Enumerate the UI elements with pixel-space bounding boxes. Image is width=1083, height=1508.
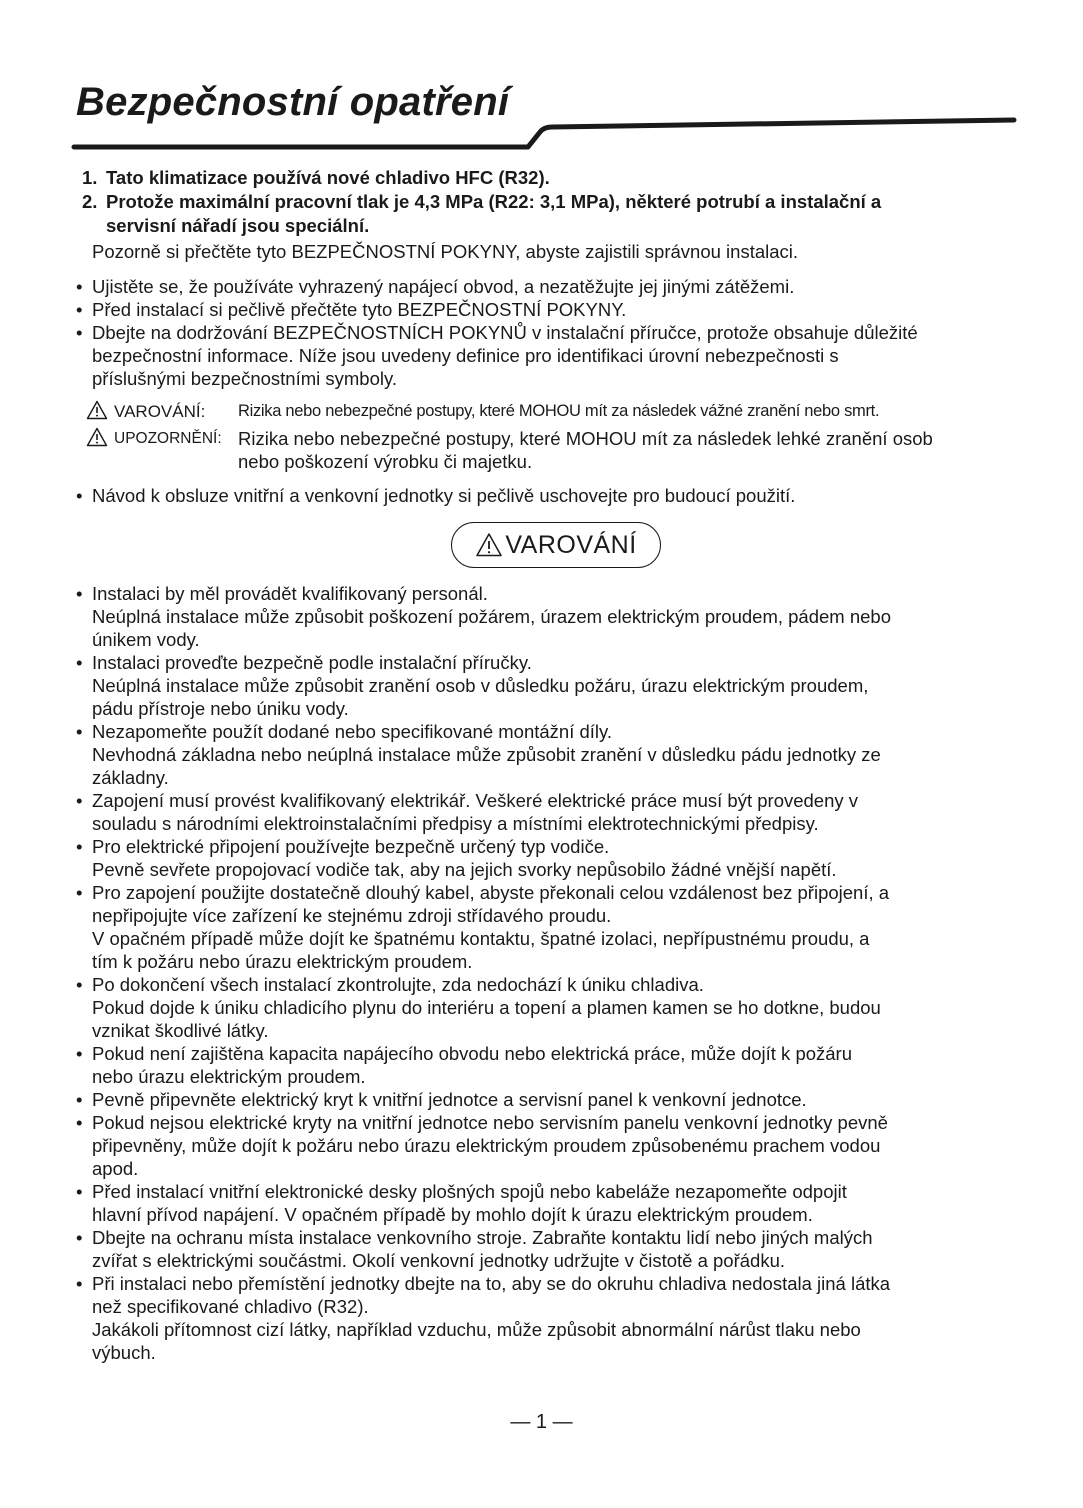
list-item-text: Pevně sevřete propojovací vodiče tak, aby na jejich svorky nepůsobilo žádné vnější napětí.	[92, 859, 837, 880]
list-item	[76, 484, 1036, 507]
list-item	[76, 275, 1036, 298]
list-item-text: než specifikované chladivo (R32).	[92, 1296, 369, 1317]
list-item-text: výbuch.	[92, 1342, 156, 1363]
definition-text: Rizika nebo nebezpečné postupy, které MOHOU mít za následek lehké zranění osob	[238, 428, 933, 449]
bullet-marker: •	[76, 790, 83, 811]
list-item	[76, 1088, 1036, 1111]
definition-text: nebo poškození výrobku či majetku.	[238, 451, 533, 472]
list-item-text: Nevhodná základna nebo neúplná instalace může způsobit zranění v důsledku pádu jednotky ze	[92, 744, 881, 765]
intro-list	[82, 166, 1012, 238]
list-item	[76, 1180, 1036, 1226]
list-item-text: tím k požáru nebo úrazu elektrickým proudem.	[92, 951, 473, 972]
list-item	[76, 835, 1036, 881]
intro-item-text: Protože maximální pracovní tlak je 4,3 MPa (R22: 3,1 MPa), některé potrubí a instalační a	[106, 191, 882, 212]
list-item-text: vznikat škodlivé látky.	[92, 1020, 269, 1041]
list-item-text: hlavní přívod napájení. V opačném případě by mohlo dojít k úrazu elektrickým proudem.	[92, 1204, 813, 1225]
bullet-marker: •	[76, 322, 83, 343]
list-item	[76, 973, 1036, 1042]
warning-triangle-icon	[86, 427, 114, 452]
intro-item-2	[82, 190, 1012, 238]
list-item-text: Pro elektrické připojení používejte bezpečně určený typ vodiče.	[92, 836, 610, 857]
list-item-text: Po dokončení všech instalací zkontrolujte, zda nedochází k úniku chladiva.	[92, 974, 704, 995]
bullet-marker: •	[76, 1043, 83, 1064]
intro-item-text: servisní nářadí jsou speciální.	[106, 215, 370, 236]
bullet-marker: •	[76, 836, 83, 857]
bullet-marker: •	[76, 1112, 83, 1133]
list-item-text: Dbejte na dodržování BEZPEČNOSTNÍCH POKYNŮ v instalační příručce, protože obsahuje důležité	[92, 322, 918, 343]
list-item	[76, 1226, 1036, 1272]
list-item-text: zvířat s elektrickými součástmi. Okolí venkovní jednotky udržujte v čistotě a pořádku.	[92, 1250, 786, 1271]
bullet-marker: •	[76, 652, 83, 673]
bullet-marker: •	[76, 276, 83, 297]
bullet-marker: •	[76, 1089, 83, 1110]
intro-item-1	[82, 166, 1012, 190]
list-item-text: Zapojení musí provést kvalifikovaný elektrikář. Veškeré elektrické práce musí být provedeny v	[92, 790, 859, 811]
list-item-text: Pokud není zajištěna kapacita napájecího obvodu nebo elektrická práce, může dojít k požáru	[92, 1043, 853, 1064]
definition-label: UPOZORNĚNÍ:	[114, 430, 222, 447]
list-item	[76, 1272, 1036, 1364]
bullet-marker: •	[76, 1181, 83, 1202]
intro-item-number: 2.	[82, 191, 98, 212]
list-item-text: Pokud nejsou elektrické kryty na vnitřní jednotce nebo servisním panelu venkovní jednotky pevně	[92, 1112, 888, 1133]
page-title: Bezpečnostní opatření	[76, 80, 510, 124]
bullet-marker: •	[76, 974, 83, 995]
list-item-text: Instalaci by měl provádět kvalifikovaný personál.	[92, 583, 488, 604]
list-item-text: nebo úrazu elektrickým proudem.	[92, 1066, 366, 1087]
intro-item-number: 1.	[82, 167, 98, 188]
list-item-text: Pro zapojení použijte dostatečně dlouhý kabel, abyste překonali celou vzdálenost bez připojení, a	[92, 882, 890, 903]
list-item	[76, 651, 1036, 720]
warning-section-title: VAROVÁNÍ	[505, 530, 637, 559]
list-item-text: Nezapomeňte použít dodané nebo specifikované montážní díly.	[92, 721, 613, 742]
list-item-text: nepřipojujte více zařízení ke stejnému zdroji střídavého proudu.	[92, 905, 612, 926]
list-item-text: Instalaci proveďte bezpečně podle instalační příručky.	[92, 652, 532, 673]
hazard-definitions	[86, 400, 1036, 473]
intro-item-text: Tato klimatizace používá nové chladivo HFC (R32).	[106, 167, 550, 188]
list-item-text: apod.	[92, 1158, 139, 1179]
list-item-text: Před instalací si pečlivě přečtěte tyto BEZPEČNOSTNÍ POKYNY.	[92, 299, 627, 320]
list-item-text: Jakákoli přítomnost cizí látky, například vzduchu, může způsobit abnormální nárůst tlaku nebo	[92, 1319, 861, 1340]
page-number: — 1 —	[510, 1411, 573, 1433]
keep-manual-bullet	[76, 484, 1036, 507]
list-item	[76, 881, 1036, 973]
bullet-marker: •	[76, 583, 83, 604]
warning-triangle-icon	[475, 532, 503, 558]
list-item	[76, 1111, 1036, 1180]
warning-bullet-list	[76, 582, 1036, 1364]
definition-text: Rizika nebo nebezpečné postupy, které MOHOU mít za následek vážné zranění nebo smrt.	[238, 402, 880, 420]
list-item	[76, 1042, 1036, 1088]
bullet-marker: •	[76, 721, 83, 742]
list-item-text: připevněny, může dojít k požáru nebo úrazu elektrickým proudem způsobenému prachem vodou	[92, 1135, 881, 1156]
list-item-text: Neúplná instalace může způsobit poškození požárem, úrazem elektrickým proudem, pádem nebo	[92, 606, 891, 627]
list-item-text: V opačném případě může dojít ke špatnému kontaktu, špatné izolaci, nepřípustnému proudu, a	[92, 928, 870, 949]
bullet-marker: •	[76, 882, 83, 903]
bullet-marker: •	[76, 299, 83, 320]
list-item	[76, 321, 1036, 390]
general-bullet-list	[76, 275, 1036, 390]
warning-section-header	[451, 522, 661, 568]
list-item	[76, 789, 1036, 835]
list-item-text: Návod k obsluze vnitřní a venkovní jednotky si pečlivě uschovejte pro budoucí použití.	[92, 485, 796, 506]
list-item-text: Při instalaci nebo přemístění jednotky dbejte na to, aby se do okruhu chladiva nedostala jiná látka	[92, 1273, 891, 1294]
list-item-text: Pokud dojde k úniku chladicího plynu do interiéru a topení a plamen kamen se ho dotkne, budou	[92, 997, 881, 1018]
warning-triangle-icon	[86, 400, 114, 425]
list-item-text: základny.	[92, 767, 169, 788]
bullet-marker: •	[76, 1273, 83, 1294]
bullet-marker: •	[76, 1227, 83, 1248]
list-item-text: Dbejte na ochranu místa instalace venkovního stroje. Zabraňte kontaktu lidí nebo jiných malých	[92, 1227, 873, 1248]
list-item-text: souladu s národními elektroinstalačními předpisy a místními elektrotechnickými předpisy.	[92, 813, 819, 834]
definition-caution	[86, 427, 1036, 473]
list-item	[76, 298, 1036, 321]
list-item-text: únikem vody.	[92, 629, 200, 650]
list-item	[76, 582, 1036, 651]
list-item-text: příslušnými bezpečnostními symboly.	[92, 368, 398, 389]
list-item-text: Ujistěte se, že používáte vyhrazený napájecí obvod, a nezatěžujte jej jinými zátěžemi.	[92, 276, 795, 297]
read-instructions-note: Pozorně si přečtěte tyto BEZPEČNOSTNÍ POKYNY, abyste zajistili správnou instalaci.	[92, 241, 799, 262]
definition-label: VAROVÁNÍ:	[114, 402, 206, 421]
bullet-marker: •	[76, 485, 83, 506]
list-item-text: pádu přístroje nebo úniku vody.	[92, 698, 349, 719]
list-item	[76, 720, 1036, 789]
definition-warning	[86, 400, 1036, 425]
list-item-text: Pevně připevněte elektrický kryt k vnitřní jednotce a servisní panel k venkovní jednotce.	[92, 1089, 807, 1110]
list-item-text: bezpečnostní informace. Níže jsou uvedeny definice pro identifikaci úrovní nebezpečnosti s	[92, 345, 839, 366]
list-item-text: Neúplná instalace může způsobit zranění osob v důsledku požáru, úrazu elektrickým proudem,	[92, 675, 869, 696]
list-item-text: Před instalací vnitřní elektronické desky plošných spojů nebo kabeláže nezapomeňte odpojit	[92, 1181, 847, 1202]
